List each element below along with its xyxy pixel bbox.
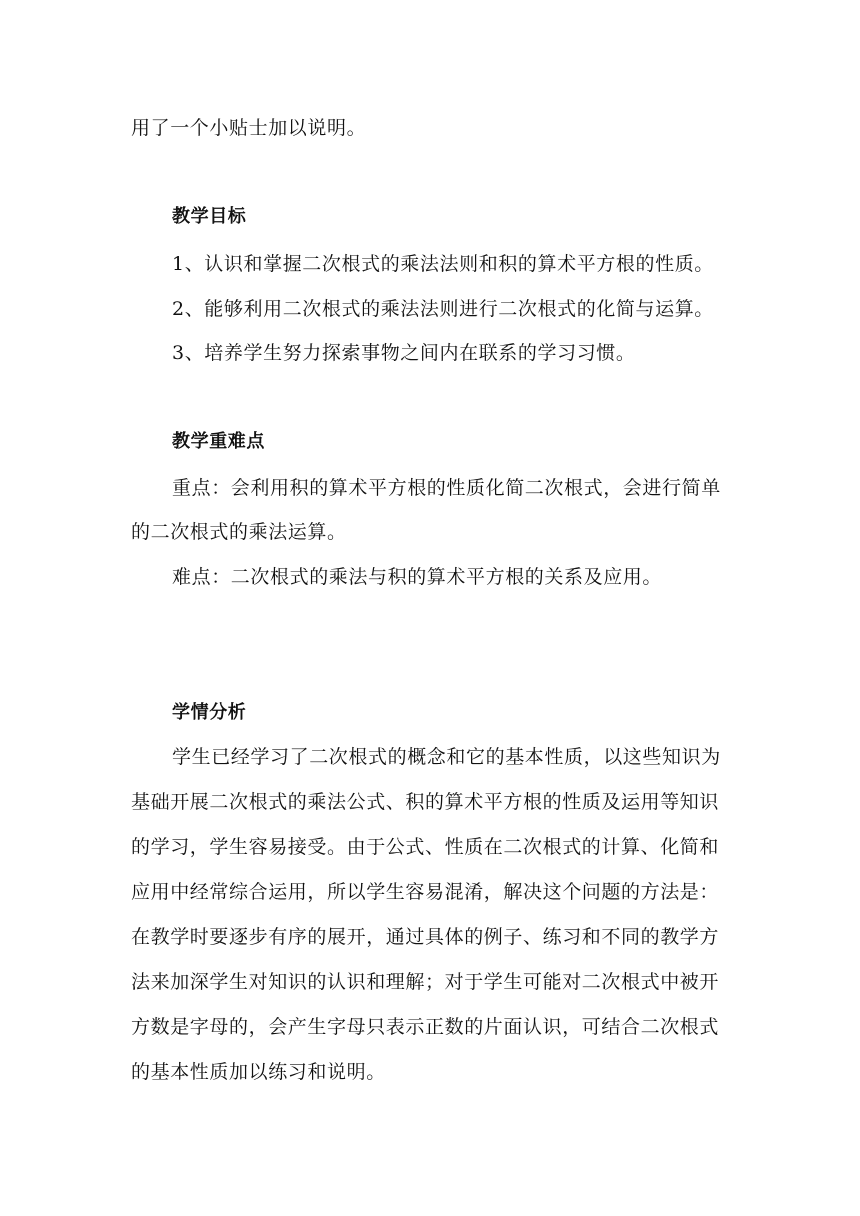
analysis-line-1: 学生已经学习了二次根式的概念和它的基本性质，以这些知识为 (172, 746, 721, 768)
analysis-line-4: 应用中经常综合运用，所以学生容易混淆，解决这个问题的方法是： (131, 881, 720, 903)
analysis-line-6: 法来加深学生对知识的认识和理解；对于学生可能对二次根式中被开 (131, 971, 720, 993)
analysis-line-5: 在教学时要逐步有序的展开，通过具体的例子、练习和不同的教学方 (131, 926, 720, 948)
key-point-difficulty: 难点：二次根式的乘法与积的算术平方根的关系及应用。 (172, 566, 663, 588)
analysis-line-8: 的基本性质加以练习和说明。 (131, 1061, 386, 1083)
section-heading-objectives: 教学目标 (172, 206, 247, 227)
intro-text: 用了一个小贴士加以说明。 (131, 117, 367, 139)
analysis-line-2: 基础开展二次根式的乘法公式、积的算术平方根的性质及运用等知识 (131, 791, 720, 813)
analysis-line-7: 方数是字母的，会产生字母只表示正数的片面认识，可结合二次根式 (131, 1016, 720, 1038)
objective-item-2: 2、能够利用二次根式的乘法法则进行二次根式的化简与运算。 (172, 298, 714, 320)
key-point-focus-line-2: 的二次根式的乘法运算。 (131, 521, 347, 543)
analysis-line-3: 的学习，学生容易接受。由于公式、性质在二次根式的计算、化简和 (131, 836, 720, 858)
objective-item-1: 1、认识和掌握二次根式的乘法法则和积的算术平方根的性质。 (172, 253, 714, 275)
key-point-focus-line-1: 重点：会利用积的算术平方根的性质化简二次根式，会进行简单 (172, 477, 721, 499)
section-heading-key-points: 教学重难点 (172, 431, 265, 452)
section-heading-analysis: 学情分析 (172, 702, 247, 723)
objective-item-3: 3、培养学生努力探索事物之间内在联系的学习习惯。 (172, 342, 636, 364)
